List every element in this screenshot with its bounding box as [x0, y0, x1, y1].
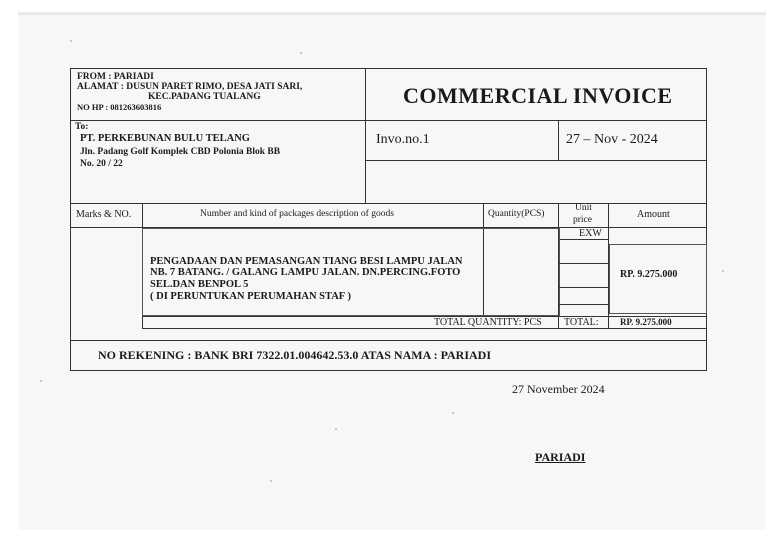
cell-line — [558, 263, 608, 264]
scan-speck — [300, 52, 302, 54]
item-description-line: ( DI PERUNTUKAN PERUMAHAN STAF ) — [150, 291, 351, 302]
total-label: TOTAL: — [564, 317, 599, 328]
recipient-to: To: — [75, 122, 89, 132]
header-line — [365, 160, 707, 161]
item-description-line: SEL.DAN BENPOL 5 — [150, 279, 249, 290]
header-marks: Marks & NO. — [76, 209, 132, 220]
totals-bottom-line — [142, 328, 707, 329]
invoice-date: 27 – Nov - 2024 — [566, 132, 658, 147]
scan-edge — [18, 12, 766, 15]
scan-speck — [40, 380, 42, 382]
total-quantity-label: TOTAL QUANTITY: PCS — [434, 317, 542, 328]
cell-line — [558, 304, 608, 305]
bank-line — [70, 340, 707, 341]
scan-speck — [452, 412, 454, 414]
header-line — [70, 120, 707, 121]
exw-line — [558, 239, 608, 240]
sender-address: KEC.PADANG TUALANG — [148, 92, 261, 102]
cell-line — [558, 287, 608, 288]
total-amount: RP. 9.275.000 — [620, 317, 672, 327]
header-amount: Amount — [637, 209, 670, 220]
header-unit-price: Unit — [575, 203, 592, 213]
bank-info: NO REKENING : BANK BRI 7322.01.004642.53.0 ATAS NAMA : PARIADI — [98, 348, 492, 362]
header-unit-price: price — [573, 215, 592, 225]
item-amount: RP. 9.275.000 — [620, 269, 678, 280]
table-top-line — [70, 203, 707, 204]
incoterm: EXW — [579, 228, 602, 239]
scan-speck — [270, 480, 272, 482]
recipient-address: No. 20 / 22 — [80, 159, 123, 169]
item-description-line: NB. 7 BATANG. / GALANG LAMPU JALAN. DN.PERCING.FOTO — [150, 267, 461, 278]
header-description: Number and kind of packages description of goods — [200, 209, 394, 219]
sign-date: 27 November 2024 — [512, 382, 605, 396]
invoice-title: COMMERCIAL INVOICE — [403, 83, 673, 108]
sender-phone: NO HP : 081263603816 — [77, 102, 162, 112]
invoice-number: Invo.no.1 — [376, 132, 430, 147]
header-divider — [365, 68, 366, 203]
scan-speck — [335, 428, 337, 430]
invoice-frame — [70, 68, 707, 371]
recipient-name: PT. PERKEBUNAN BULU TELANG — [80, 133, 250, 144]
recipient-address: Jln. Padang Golf Komplek CBD Polonia Blok BB — [80, 147, 281, 157]
header-quantity: Quantity(PCS) — [488, 209, 545, 219]
item-description-line: PENGADAAN DAN PEMASANGAN TIANG BESI LAMPU JALAN — [150, 256, 463, 267]
header-divider — [558, 120, 559, 160]
sender-address: ALAMAT : DUSUN PARET RIMO, DESA JATI SARI, — [77, 82, 303, 92]
sender-from: FROM : PARIADI — [77, 72, 154, 82]
signatory-name: PARIADI — [535, 450, 586, 464]
scan-speck — [722, 270, 724, 272]
scan-speck — [70, 40, 72, 42]
